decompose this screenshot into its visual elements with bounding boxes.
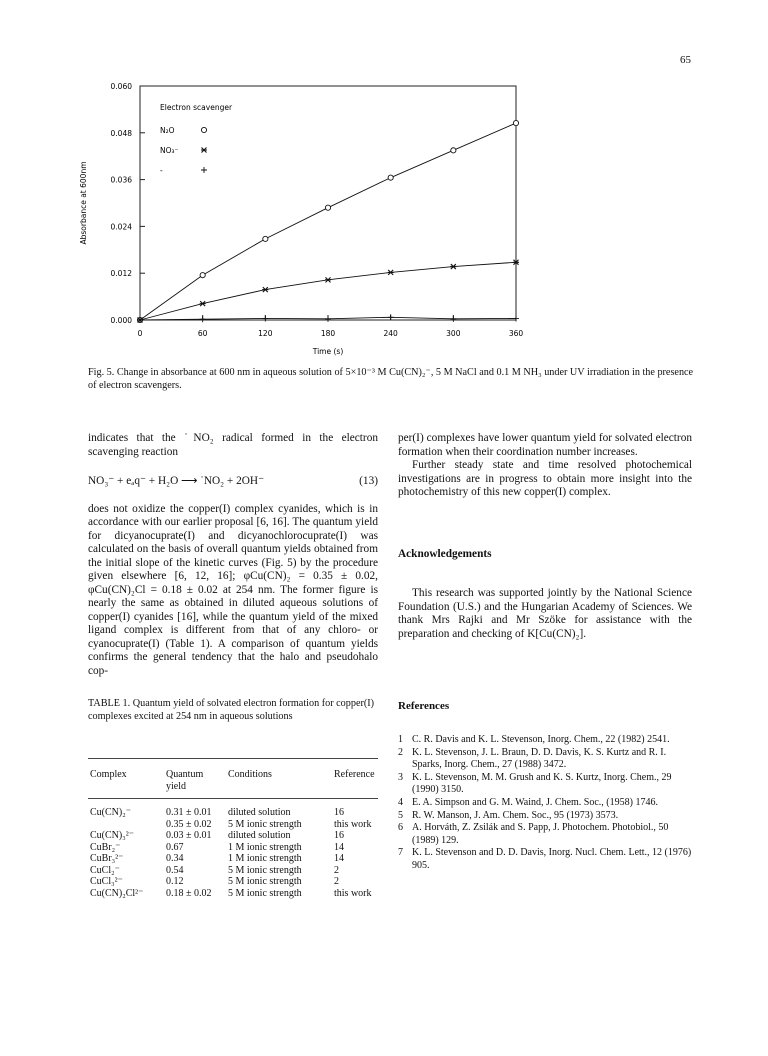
- table-header-complex: Complex: [90, 769, 127, 780]
- table-cell: diluted solution: [228, 807, 291, 818]
- x-tick-label: 60: [197, 329, 208, 338]
- references-heading: References: [398, 700, 450, 712]
- y-tick-label: 0.000: [110, 316, 132, 325]
- x-tick-label: 240: [383, 329, 398, 338]
- table-cell: CuBr₂⁻: [90, 841, 121, 853]
- reference-number: 2: [398, 746, 403, 758]
- table-cell: Cu(CN)₂Cl²⁻: [90, 887, 144, 899]
- reference-text: K. L. Stevenson and D. D. Davis, Inorg. Nucl. Chem. Lett., 12 (1976) 905.: [412, 847, 692, 871]
- page-number: 65: [680, 54, 691, 66]
- table-header-conditions: Conditions: [228, 769, 272, 780]
- table-cell: 0.54: [166, 864, 184, 876]
- data-point-plus: [201, 167, 207, 173]
- data-point-plus: [388, 314, 394, 320]
- table-row: [88, 819, 378, 831]
- table-cell: 5 M ionic strength: [228, 818, 302, 830]
- left-column: [88, 432, 378, 678]
- data-point-star: [262, 287, 268, 292]
- series-star: [137, 260, 519, 323]
- table-row: [88, 830, 378, 842]
- reference-item: [398, 822, 692, 846]
- reference-number: 7: [398, 847, 403, 859]
- reference-item: [398, 772, 692, 796]
- x-axis-label: Time (s): [312, 347, 344, 356]
- legend-label: -: [160, 166, 163, 175]
- table-cell: 0.18 ± 0.02: [166, 887, 212, 899]
- table-header-quantum-yield: Quantum yield: [166, 769, 204, 792]
- acknowledgements-text: This research was supported jointly by the National Science Foundation (U.S.) and the Hungarian Academy of Sciences. We thank Mrs Rajki and Mr Szöke for assistance with the preparation and checking of K[Cu(CN)₂].: [398, 587, 692, 640]
- table-cell: 1 M ionic strength: [228, 841, 302, 853]
- reference-number: 4: [398, 796, 403, 808]
- data-point-circle: [513, 120, 518, 125]
- table-cell: 0.03 ± 0.01: [166, 830, 212, 841]
- table-row: [88, 888, 378, 900]
- table-cell: 2: [334, 876, 339, 887]
- right-column: [398, 432, 692, 641]
- equation-13: [88, 475, 378, 489]
- data-point-plus: [450, 316, 456, 322]
- reference-text: R. W. Manson, J. Am. Chem. Soc., 95 (1973) 3573.: [412, 809, 619, 821]
- y-tick-label: 0.036: [110, 175, 132, 185]
- acknowledgements-heading: Acknowledgements: [398, 547, 492, 560]
- right-paragraph-1: per(I) complexes have lower quantum yield for solvated electron formation when their coordination number increases.: [398, 432, 692, 458]
- table-header-reference: Reference: [334, 769, 375, 780]
- data-point-circle: [388, 175, 393, 180]
- table-cell: 14: [334, 853, 344, 864]
- table-cell: Cu(CN)₂⁻: [90, 807, 131, 818]
- chart-ticks: [79, 82, 523, 356]
- x-tick-label: 0: [137, 329, 143, 338]
- chart-axes: [140, 86, 516, 320]
- reference-item: [398, 734, 692, 746]
- series-circle: [137, 120, 518, 322]
- table-row: [88, 865, 378, 877]
- table-cell: Cu(CN)₃²⁻: [90, 830, 134, 841]
- table-row: [88, 799, 378, 819]
- table-caption: TABLE 1. Quantum yield of solvated electron formation for copper(I) complexes excited at 254 nm in aqueous solutions: [88, 698, 375, 722]
- chart-series: [137, 120, 519, 323]
- table-cell: CuCl₂⁻: [90, 864, 120, 876]
- table-cell: diluted solution: [228, 830, 291, 841]
- x-tick-label: 360: [508, 329, 524, 338]
- data-point-circle: [200, 273, 205, 278]
- table-cell: 5 M ionic strength: [228, 864, 302, 876]
- legend-label: N₂O: [160, 126, 175, 135]
- y-axis-label: Absorbance at 600nm: [79, 161, 88, 245]
- x-tick-label: 120: [258, 329, 273, 338]
- reference-text: A. Horváth, Z. Zsilák and S. Papp, J. Photochem. Photobiol., 50 (1989) 129.: [412, 822, 669, 846]
- table-cell: CuBr₃²⁻: [90, 853, 124, 864]
- reference-text: E. A. Simpson and G. M. Waind, J. Chem. Soc., (1958) 1746.: [412, 796, 658, 808]
- equation-text: NO₃⁻ + eₐq⁻ + H₂O ⟶ ˙NO₂ + 2OH⁻: [88, 475, 265, 487]
- plot-frame: [140, 86, 516, 320]
- references-list: [398, 734, 692, 872]
- data-point-circle: [451, 148, 456, 153]
- table-cell: 0.31 ± 0.01: [166, 807, 212, 818]
- data-point-star: [450, 264, 456, 269]
- absorbance-chart: [60, 70, 530, 362]
- table-row: [88, 842, 378, 854]
- data-point-circle: [263, 236, 268, 241]
- table-cell: 16: [334, 830, 344, 841]
- table-cell: 5 M ionic strength: [228, 876, 302, 887]
- legend-title: Electron scavenger: [160, 103, 233, 112]
- table-cell: this work: [334, 887, 372, 899]
- quantum-yield-table: [88, 758, 378, 899]
- table-cell: this work: [334, 818, 372, 830]
- table-cell: 0.12: [166, 876, 184, 887]
- series-line: [140, 123, 516, 320]
- figure-caption: Fig. 5. Change in absorbance at 600 nm in aqueous solution of 5×10⁻³ M Cu(CN)₂⁻, 5 M NaCl and 0.1 M NH₃ under UV irradiation in the presence of electron scavengers.: [88, 367, 694, 391]
- data-point-plus: [513, 315, 519, 321]
- reference-text: K. L. Stevenson, M. M. Grush and K. S. Kurtz, Inorg. Chem., 29 (1990) 3150.: [412, 771, 672, 795]
- table-cell: 1 M ionic strength: [228, 853, 302, 864]
- reference-text: K. L. Stevenson, J. L. Braun, D. D. Davis, K. S. Kurtz and R. I. Sparks, Inorg. Chem., 27 (1988) 3472.: [412, 746, 667, 770]
- chart-legend: [160, 103, 233, 175]
- data-point-star: [325, 277, 331, 282]
- left-paragraph-2: does not oxidize the copper(I) complex cyanides, which is in accordance with our earlier proposal [6, 16]. The quantum yield for dicyanocuprate(I) and dicyanochlorocuprate(I) was calculated on the basis of overall quantum yields obtained from the initial slope of the kinetic curves (Fig. 5) by the procedure given elsewhere [6, 12, 16]; φCu(CN)₂ = 0.35 ± 0.02, φCu(CN)₂Cl = 0.18 ± 0.02 at 254 nm. The former figure is nearly the same as obtained in diluted aqueous solutions of copper(I) cyanides [16], while the quantum yield of the mixed ligand complex is different from that of any chloro- or cyanocuprate(I) (Table 1). A comparison of quantum yields confirms the general tendency that the halo and pseudohalo cop-: [88, 502, 378, 677]
- reference-number: 3: [398, 771, 403, 783]
- y-tick-label: 0.048: [110, 128, 132, 138]
- table-cell: CuCl₃²⁻: [90, 876, 123, 887]
- data-point-circle: [201, 127, 206, 132]
- table-cell: 0.35 ± 0.02: [166, 818, 212, 830]
- reference-item: [398, 810, 692, 822]
- data-point-plus: [262, 315, 268, 321]
- data-point-plus: [200, 316, 206, 322]
- y-tick-label: 0.060: [110, 82, 132, 91]
- reference-number: 1: [398, 734, 403, 745]
- data-point-plus: [325, 316, 331, 322]
- table-cell: 2: [334, 864, 339, 876]
- x-tick-label: 180: [320, 329, 336, 338]
- x-tick-label: 300: [446, 329, 461, 338]
- legend-label: NO₃⁻: [160, 146, 179, 155]
- data-point-star: [201, 148, 207, 153]
- table-cell: [88, 819, 164, 831]
- table-cell: 0.67: [166, 841, 184, 853]
- reference-number: 5: [398, 809, 403, 821]
- table-cell: 5 M ionic strength: [228, 887, 302, 899]
- data-point-circle: [325, 205, 330, 210]
- reference-item: [398, 747, 692, 771]
- table-row: [88, 853, 378, 865]
- equation-number: (13): [359, 475, 378, 487]
- table-row: [88, 876, 378, 888]
- data-point-star: [388, 270, 394, 275]
- data-point-star: [200, 301, 206, 306]
- y-tick-label: 0.012: [110, 269, 132, 279]
- series-line: [140, 262, 516, 320]
- y-tick-label: 0.024: [110, 222, 132, 232]
- table-cell: 14: [334, 841, 344, 853]
- table-cell: 16: [334, 807, 344, 818]
- table-cell: 0.34: [166, 853, 184, 864]
- reference-item: [398, 847, 692, 871]
- right-paragraph-2: Further steady state and time resolved photochemical investigations are in progress to obtain more insight into the photochemistry of this new copper(I) complex.: [398, 459, 692, 498]
- left-paragraph-1: indicates that the ˙NO₂ radical formed in the electron scavenging reaction: [88, 432, 378, 458]
- reference-item: [398, 797, 692, 809]
- reference-number: 6: [398, 822, 403, 834]
- reference-text: C. R. Davis and K. L. Stevenson, Inorg. Chem., 22 (1982) 2541.: [412, 734, 670, 745]
